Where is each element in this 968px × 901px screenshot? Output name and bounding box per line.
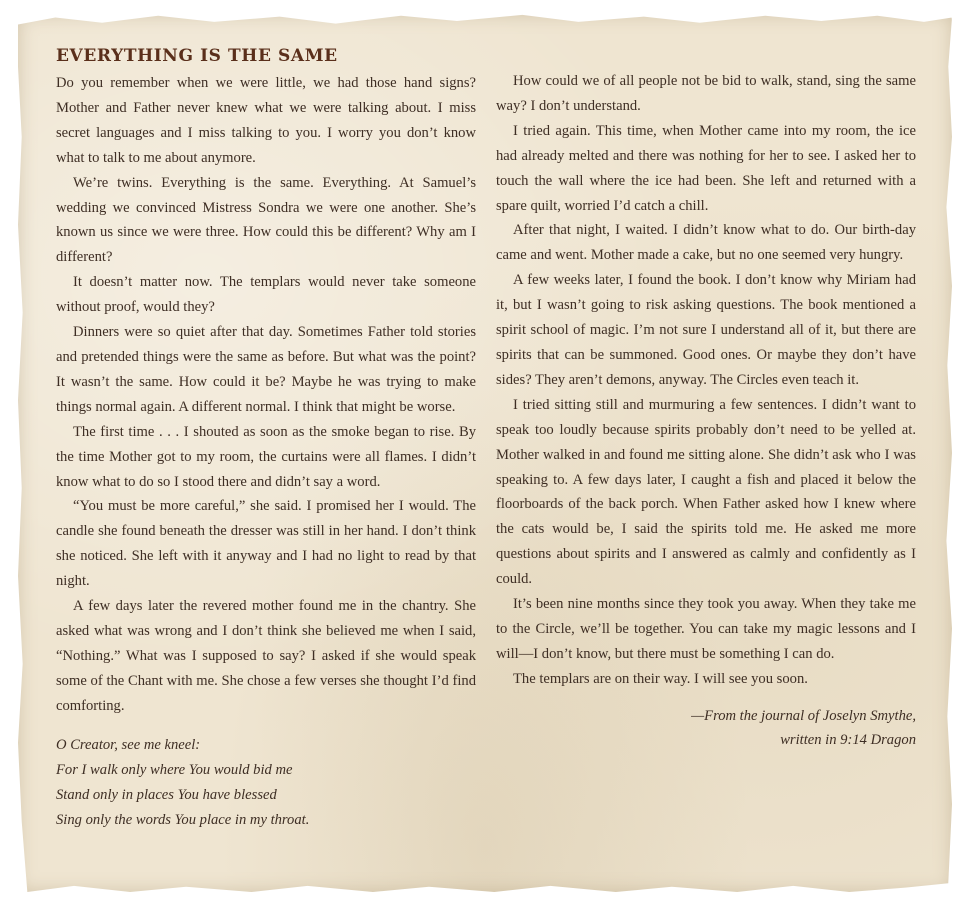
verse-line: Sing only the words You place in my throat. [56, 811, 310, 828]
page-title: EVERYTHING IS THE SAME [56, 46, 338, 66]
right-column [496, 69, 916, 752]
paragraph: We’re twins. Everything is the same. Everything. At Samuel’s wedding we convinced Mistress Sondra we were one another. She’s known us since we were three. How could this be different? Why am I different? [56, 174, 476, 266]
verse-line: Stand only in places You have blessed [56, 786, 277, 803]
chant-verse [56, 733, 476, 833]
verse-line: For I walk only where You would bid me [56, 761, 293, 778]
paragraph: I tried again. This time, when Mother came into my room, the ice had already melted and there was nothing for her to see. I asked her to touch the wall where the ice had been. She left and returned with a spare quilt, worried I’d catch a chill. [496, 122, 916, 214]
paragraph: The first time . . . I shouted as soon as the smoke began to rise. By the time Mother got to my room, the curtains were all flames. I didn’t know what to do so I stood there and didn’t say a word. [56, 423, 476, 490]
paragraph: A few weeks later, I found the book. I don’t know why Miriam had it, but I wasn’t going to risk asking questions. The book mentioned a spirit school of magic. I’m not sure I understand all of it, but there are spirits that can be summoned. Good ones. Or maybe they don’t have sides? They aren’t demons, anyway. The Circles even teach it. [496, 272, 916, 388]
paragraph: Do you remember when we were little, we had those hand signs? Mother and Father never knew what we were talking about. I miss secret languages and I miss talking to you. I worry you don’t know what to talk to me about anymore. [56, 75, 476, 166]
attribution-line: written in 9:14 Dragon [780, 731, 916, 748]
paragraph: A few days later the revered mother found me in the chantry. She asked what was wrong and I don’t think she believed me when I said, “Nothing.” What was I supposed to say? I asked if she would speak some of the Chant with me. She chose a few verses she thought I’d find comforting. [56, 598, 476, 714]
paragraph: After that night, I waited. I didn’t know what to do. Our birth-day came and went. Mother made a cake, but no one seemed very hungry. [496, 222, 916, 264]
paragraph: How could we of all people not be bid to walk, stand, sing the same way? I don’t understand. [496, 73, 916, 114]
paragraph: The templars are on their way. I will see you soon. [513, 670, 808, 687]
attribution [496, 704, 916, 752]
paragraph: I tried sitting still and murmuring a few sentences. I didn’t want to speak too loudly because spirits probably don’t need to be yelled at. Mother walked in and found me sitting alone. She didn’t ask who I was speaking to. A few days later, I caught a fish and placed it below the floorboards of the back porch. When Father asked how I knew where the cats would be, I said the spirits told me. He asked me more questions about spirits and I answered as calmly and confidently as I could. [496, 396, 916, 588]
attribution-line: —From the journal of Joselyn Smythe, [691, 707, 916, 724]
left-column [56, 44, 476, 833]
paragraph: It’s been nine months since they took you away. When they take me to the Circle, we’ll be together. You can take my magic lessons and I will—I don’t know, but there must be something I can do. [496, 596, 916, 662]
verse-line: O Creator, see me kneel: [56, 736, 201, 753]
paragraph: It doesn’t matter now. The templars would never take someone without proof, would they? [56, 274, 476, 316]
paragraph: Dinners were so quiet after that day. Sometimes Father told stories and pretended things were the same as before. But what was the point? It wasn’t the same. How could it be? Maybe he was trying to make things normal again. A different normal. I think that might be worse. [56, 324, 476, 415]
paragraph: “You must be more careful,” she said. I promised her I would. The candle she found beneath the dresser was still in her hand. I don’t think she noticed. She left with it anyway and I had no light to read by that night. [56, 498, 476, 590]
